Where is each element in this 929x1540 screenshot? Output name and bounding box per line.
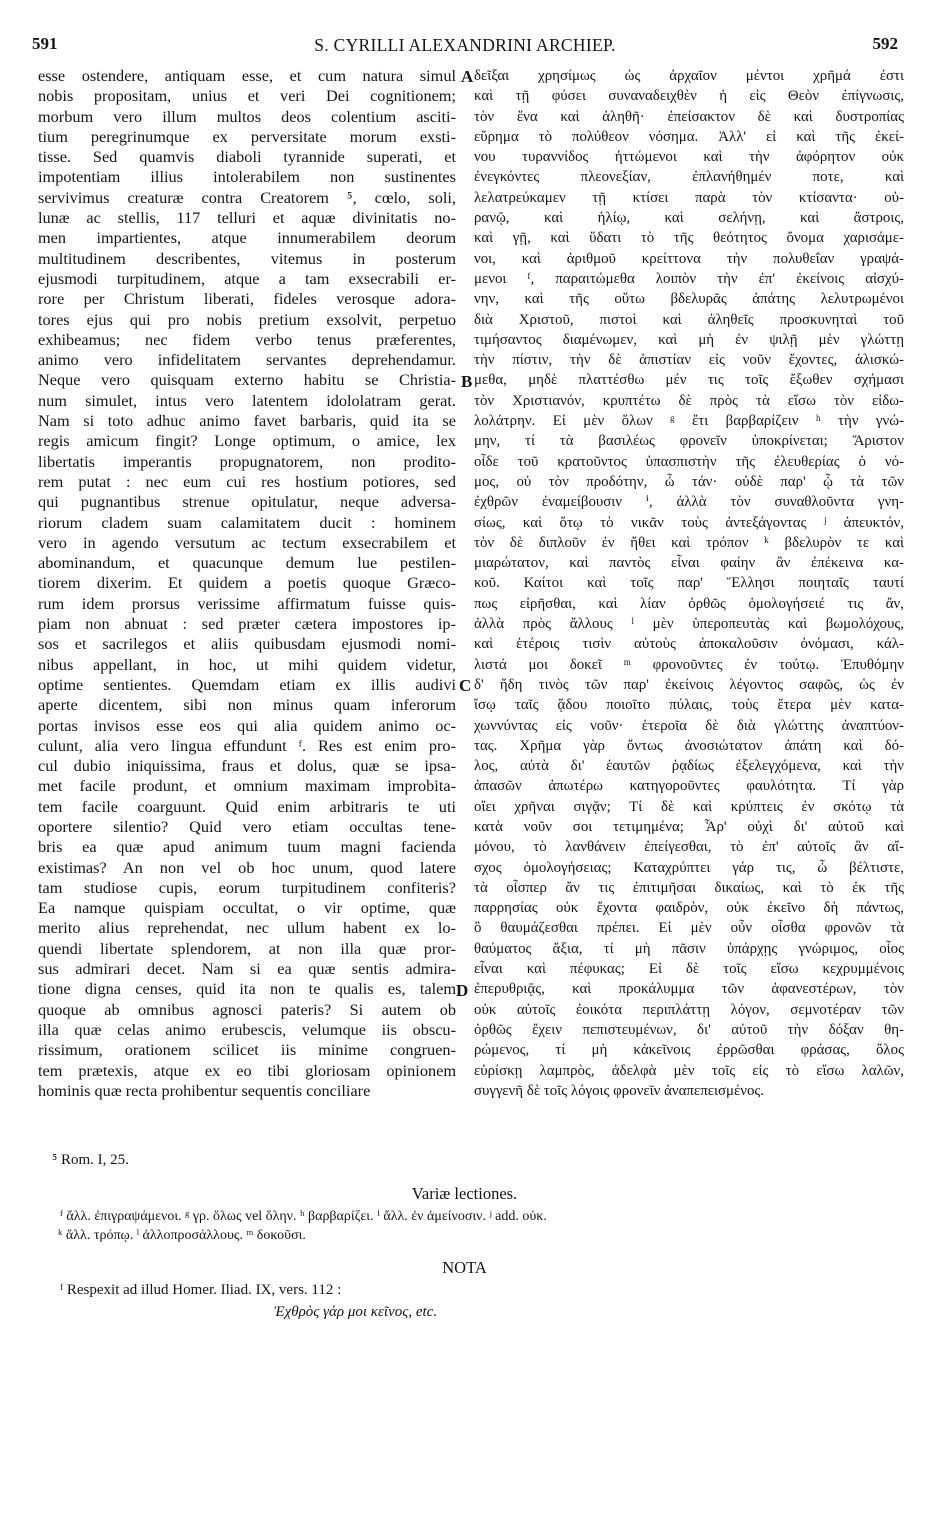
greek-line: μιαρώτατον, καὶ παντὸς εἶναι φαίην ἂν ἐπέκεινα κα- <box>474 555 904 572</box>
greek-line: κατὰ νοῦν σοι τετιμημένα; Ἆρ' οὐχὶ δι' αὐτοῦ καὶ <box>474 818 904 835</box>
latin-line: merito alius reprehendat, nec ullum habent ex lo- <box>38 918 456 938</box>
latin-line: rissimum, orationem scilicet iis minime congruen- <box>38 1040 456 1060</box>
greek-line: τὰ οἷσπερ ἄν τις ἐπιτιμῆσαι δικαίως, καὶ τὸ ἐκ τῆς <box>474 879 904 896</box>
greek-line: τὴν πίστιν, τὴν δὲ ἀπιστίαν εἰς νοῦν ἔχοντες, ἁλισκώ- <box>474 352 904 369</box>
latin-line: quoque ab omnibus agnosci pateris? Si autem ob <box>38 999 456 1019</box>
page-number-right: 592 <box>872 34 898 53</box>
variae-lectiones-heading: Variæ lectiones. <box>411 1184 518 1203</box>
running-title: S. CYRILLI ALEXANDRINI ARCHIEP. <box>314 35 616 55</box>
greek-line: παρρησίας οὐκ ἔχοντα φαιδρὸν, οὐκ ἐκεῖνο δὴ πάντως, <box>474 900 904 917</box>
greek-line: τὸν ἕνα καὶ ἀληθῆ· ἐπείσακτον δὲ καὶ δυστροπίας <box>474 108 904 125</box>
latin-line: tisse. Sed quamvis diaboli tyrannide superati, et <box>38 147 456 167</box>
latin-line: piam non abnuat : sed præter cætera impostores ip- <box>38 614 456 634</box>
latin-line: impotentiam illius intolerabilem non sustinentes <box>38 167 456 187</box>
latin-line: oportere silentio? Quid vero etiam occultas tene- <box>38 816 456 836</box>
latin-line: exhibeamus; nec fidem verbo tenus præferentes, <box>38 329 456 349</box>
greek-line: τας. Χρῆμα γὰρ ὄντως ἀνοσιώτατον ἀπάτη καὶ δό- <box>474 737 904 754</box>
latin-line: libertatis imperantis propugnatorem, non prodito- <box>38 451 456 471</box>
greek-line: ἀλλὰ πρὸς ἄλλους ˡ μὲν ὑπεροπευτὰς καὶ βωμολόχους, <box>474 616 904 633</box>
greek-line: συγγενῆ δὲ τοῖς λόγοις φρονεῖν ἀναπεπεισμένος. <box>474 1082 765 1099</box>
latin-line: rum idem prorsus verissime affirmatum fuisse quis- <box>38 593 456 613</box>
latin-line: hominis quæ recta prohibentur sequentis conciliare <box>38 1080 371 1100</box>
latin-line: tem prætexis, atque ex eo tibi gloriosam opinionem <box>38 1060 456 1080</box>
latin-line: qui pugnantibus strenue opitulatur, neque adversa- <box>38 492 456 512</box>
latin-line: men impartientes, atque innumerabilem deorum <box>38 228 456 248</box>
greek-column <box>474 66 904 1101</box>
latin-line: vero in agendo versutum ac tectum exsecrabilem et <box>38 532 456 552</box>
latin-line: tione digna censes, quid ita non te qualis es, talem <box>38 979 456 999</box>
greek-line: κοῦ. Καίτοι καὶ τοῖς παρ' Ἕλλησι ποιηταῖς ταυτί <box>474 575 904 592</box>
latin-line: tam studiose cupis, eorum turpitudinem confiteris? <box>38 877 456 897</box>
latin-line: aperte dicentem, sibi non minus quam inferorum <box>38 695 456 715</box>
margin-letter-c: C <box>459 676 472 695</box>
greek-line: ρανῷ, καὶ ἡλίῳ, καὶ σελήνῃ, καὶ ἄστροις, <box>474 210 904 227</box>
latin-line: morbum vero illum multos deos colentium asciti- <box>38 106 456 126</box>
latin-line: servivimus creaturæ contra Creatorem ⁵, cœlo, soli, <box>38 187 456 207</box>
greek-line: δ' ἤδη τινὸς τῶν παρ' ἐκείνοις λέγοντος σαφῶς, ὡς ἐν <box>474 676 904 693</box>
latin-line: Nam si toto adhuc animo favet barbaris, quid ita se <box>38 411 456 431</box>
greek-line: οἴει χρῆναι σιγᾷν; Τί δὲ καὶ κρύπτεις ἐν σκότῳ τὰ <box>474 798 904 815</box>
greek-line: λελατρεύκαμεν τῇ κτίσει παρὰ τὸν κτίσαντα· οὐ- <box>474 189 904 206</box>
latin-line: rem putat : nec eum cui res hostium potiores, sed <box>38 471 456 491</box>
greek-line: καὶ τῇ φύσει συναναδειχθὲν ἡ εἰς Θεὸν ἐπίγνωσις, <box>474 88 904 105</box>
variae-line-2: ᵏ ἄλλ. τρόπῳ. ˡ ἀλλοπροσάλλους. ᵐ δοκοῦσι. <box>58 1228 306 1243</box>
latin-line: quendi libertate splendorem, at non illa quæ pror- <box>38 938 456 958</box>
greek-line: ἐχθρῶν ἐναμείβουσιν ⁱ, ἀλλὰ τὸν συναθλοῦντα γνη- <box>474 494 904 511</box>
footnote-rom: ⁵ Rom. I, 25. <box>52 1152 129 1168</box>
greek-line: λολάτρην. Εἰ μὲν ὅλων ᵍ ἔτι βαρβαρίζειν ʰ τὴν γνώ- <box>474 413 904 430</box>
latin-line: esse ostendere, antiquam esse, et cum natura simul <box>38 66 456 85</box>
greek-line: θαύματος ἄξια, τί μὴ πᾶσιν ὑπάρχῃς γνώριμος, οἷος <box>474 940 904 957</box>
latin-line: Ea namque quispiam occultat, o vir optime, quæ <box>38 898 456 918</box>
greek-line: οἶδε τοῦ κρατοῦντος ὑπασπιστὴν τῆς ἐλευθερίας ὁ νό- <box>474 453 904 470</box>
greek-line: σχος ὁμολογήσειας; Καταχρύπτει γάρ τις, ὦ βέλτιστε, <box>474 859 904 876</box>
nota-line: ᶠ Respexit ad illud Homer. Iliad. IX, vers. 112 : <box>60 1282 342 1298</box>
margin-letter-d: D <box>456 981 469 1000</box>
greek-line: μος, οὐ τὸν προδότην, ὦ τάν· οὐδὲ παρ' ᾧ τὰ τῶν <box>474 473 904 490</box>
latin-line: num simulet, intus vero latentem idololatram gerat. <box>38 390 456 410</box>
latin-line: portas invisos esse eos qui alia quidem animo oc- <box>38 715 456 735</box>
latin-line: multitudinem describentes, vitemus in posterum <box>38 248 456 268</box>
page-number-left: 591 <box>32 34 58 53</box>
latin-line: tores ejus qui pro nobis pretium exsolvit, perpetuo <box>38 309 456 329</box>
greek-line: τιμήσαντος διαμένωμεν, καὶ μὴ ἐν ψιλῇ μὲν γλώττῃ <box>474 331 904 348</box>
nota-heading: NOTA <box>442 1258 487 1277</box>
greek-line: νου τυραννίδος ἡττώμενοι καὶ τὴν ἀφόρητον οὐκ <box>474 149 904 166</box>
latin-line: lunæ ac stellis, 117 telluri et aquæ divinitatis no- <box>38 208 456 228</box>
latin-line: illa quæ celas animo erubescis, velumque iis obscu- <box>38 1019 456 1039</box>
greek-line: ἁπασῶν ἀπωτέρω κατηγοροῦντες φαυλότητα. Τί γὰρ <box>474 778 904 795</box>
greek-line: νην, καὶ τῆς οὕτω βδελυρᾶς ἀπάτης λελυτρωμένοι <box>474 291 904 308</box>
margin-letter-b: B <box>461 372 473 391</box>
greek-line: εἶναι καὶ πέφυκας; Εἰ δὲ τοῖς εἴσω κεχρυμμένοις <box>474 961 904 978</box>
latin-line: optime sentientes. Quemdam etiam ex illis audivi <box>38 674 456 694</box>
latin-line: tem facile coarguunt. Quid enim arbitraris te uti <box>38 796 456 816</box>
greek-line: οὐκ αὐτοῖς ἐοικότα περιπλάττῃ λόγον, σεμνοτέραν τῶν <box>474 1001 904 1018</box>
greek-line: μεθα, μηδὲ πλαττέσθω μέν τις τοῖς ἔξωθεν σχήμασι <box>474 372 904 389</box>
greek-line: πως εἰρῆσθαι, καὶ λίαν ὀρθῶς ὁμολογήσειέ τις ἄν, <box>474 595 904 612</box>
latin-line: nibus appellant, in hoc, ut mihi quidem videtur, <box>38 654 456 674</box>
greek-line: σίως, καὶ ὅτῳ τὸ νικᾶν τοὺς ἀντεξάγοντας ʲ ἀπευκτόν, <box>474 514 904 531</box>
greek-line: ὀρθῶς ἔχειν πεπιστευμένων, δι' αὐτοῦ τὴν δόξαν θη- <box>474 1021 904 1038</box>
greek-line: νοι, καὶ ἀριθμοῦ κρείττονα τὴν πολυθεΐαν γραψά- <box>474 250 904 267</box>
latin-line: animo vero infidelitatem servantes deprehendamur. <box>38 350 456 370</box>
greek-line: τὸν δὲ διπλοῦν ἐν ἤθει καὶ τρόπον ᵏ βδελυρὸν τε καὶ <box>474 534 904 551</box>
latin-line: culunt, alia vero lingua effundunt ᶠ. Res est enim pro- <box>38 735 456 755</box>
greek-line: ρώμενος, τί μὴ κἀκεῖνοις ἐρρῶσθαι φράσας, ὅλος <box>474 1042 904 1059</box>
greek-line: εὑρίσκῃ λαμπρὸς, ἀδελφὰ μὲν τοῖς εἰς τὸ εἴσω λαλῶν, <box>474 1062 904 1079</box>
greek-line: καὶ γῇ, καὶ ὕδατι τὸ τῆς θεότητος ὄνομα χαρισάμε- <box>474 230 904 247</box>
greek-line: δεῖξαι χρησίμως ὡς ἀρχαῖον μέντοι χρῆμά ἐστι <box>474 68 904 84</box>
latin-line: Neque vero quisquam externo habitu se Christia- <box>38 370 456 390</box>
latin-line: riorum cladem suam calamitatem ducit : hominem <box>38 512 456 532</box>
margin-letter-a: A <box>461 67 474 86</box>
greek-line: ἐνεγκόντες πλεονεξίαν, ἐπλανήθημέν ποτε, καὶ <box>474 169 904 186</box>
latin-line: nobis propositam, unius et veri Dei cognitionem; <box>38 86 456 106</box>
latin-line: tiorem dixerim. Et quidem a poetis quoque Græco- <box>38 573 456 593</box>
latin-line: abominandum, et quacunque demum lue pestilen- <box>38 553 456 573</box>
latin-column <box>38 66 456 1101</box>
greek-line: διὰ Χριστοῦ, πιστοὶ καὶ ἀληθεῖς προσκυνηταὶ τοῦ <box>474 311 904 328</box>
greek-line: ἐπερυθριᾷς, καὶ προκάλυμμα τῶν ἀφανεστέρων, τὸν <box>474 981 904 998</box>
latin-line: sos et sacrilegos et aliis quibusdam ejusmodi nomi- <box>38 634 456 654</box>
greek-line: μενοι ᶠ, παραιτώμεθα λοιπὸν τὴν ἐπ' ἐκείνοις αἰσχύ- <box>474 270 904 287</box>
latin-line: tium peregrinumque ex perversitate morum exsti- <box>38 126 456 146</box>
greek-line: χωννύντας εἰς νοῦν· ἑτεροῖα δὲ διὰ γλώττης ἀναπτύον- <box>474 717 904 734</box>
latin-line: existimas? An non vel ob hoc unum, quod latere <box>38 857 456 877</box>
greek-line: μην, τί τὰ βασιλέως φρονεῖν ὑποκρίνεται; Ἄριστον <box>474 433 904 450</box>
latin-line: ejusmodi turpitudinem, atque a tam exsecrabili er- <box>38 268 456 288</box>
greek-line: εὕρημα τὸ πολύθεον νόσημα. Ἀλλ' εἰ καὶ τῆς ἐκεί- <box>474 128 904 145</box>
running-header <box>32 34 898 56</box>
greek-line: λιστά μοι δοκεῖ ᵐ φρονοῦντες ἐν τούτῳ. Ἐπυθόμην <box>474 656 904 673</box>
latin-line: bris ea quæ apud animum tuum magni facienda <box>38 837 456 857</box>
latin-line: cul dubio iniquissima, fraus et dolus, quæ se ipsa- <box>38 756 456 776</box>
greek-line: τὸν Χριστιανόν, κρυπτέτω δὲ πρὸς τὰ εἴσω τὸν εἰδω- <box>474 392 904 409</box>
variae-line-1: ᶠ ἄλλ. ἐπιγραψάμενοι. ᵍ γρ. ὅλως vel ὅλην. ʰ βαρβαρίζει. ⁱ ἄλλ. ἐν ἀμείνοσιν. ʲ add. οὐκ. <box>60 1209 547 1224</box>
homer-quote: Ἐχθρὸς γάρ μοι κεῖνος, etc. <box>274 1304 438 1320</box>
latin-line: regis amicum fingit? Longe optimum, o amice, lex <box>38 431 456 451</box>
greek-line: ἴσῳ ταῖς ᾅδου ποιοῖτο πύλαις, τοὺς ἕτερα μὲν κατα- <box>474 697 904 714</box>
greek-line: μόνου, τὸ λανθάνειν ἐπείγεσθαι, τὸ ἐπ' αὐτοῖς ἂν αἴ- <box>474 839 904 856</box>
greek-line: καὶ ἑτέροις τισὶν αὐτοὺς ἀποκαλοῦσιν ὀνόμασι, κάλ- <box>474 636 904 653</box>
latin-line: met facile produnt, et omnium maximam improbita- <box>38 776 456 796</box>
latin-line: rore per Christum liberati, fideles verosque adora- <box>38 289 456 309</box>
greek-line: ὃ θαυμάζεσθαι πρέπει. Εἰ μὲν οὖν οἶσθα φρονῶν τὰ <box>474 920 904 937</box>
greek-line: λος, αὐτὰ δι' ἑαυτῶν ῥᾳδίως ἐξελεγχόμενα, καὶ τὴν <box>474 758 904 775</box>
latin-line: sus admirari decet. Nam si ea quæ sentis admira- <box>38 959 456 979</box>
